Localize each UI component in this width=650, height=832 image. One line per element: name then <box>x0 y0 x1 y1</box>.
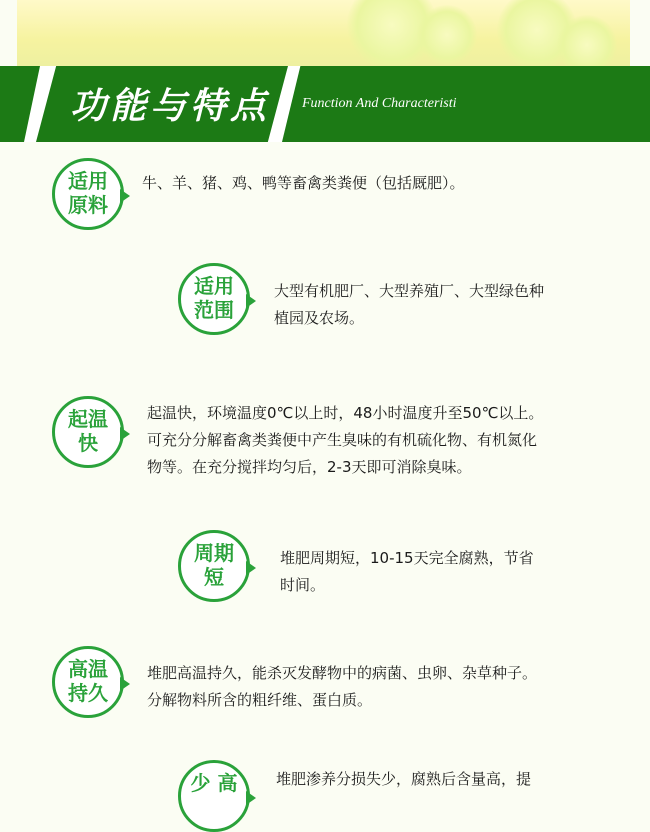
section-title: 功能与特点 <box>70 85 271 127</box>
badge-pointer <box>120 189 130 203</box>
feature-badge: 高温 持久 <box>52 646 124 718</box>
feature-description: 堆肥渗养分损失少，腐熟后含量高，提 <box>276 770 532 788</box>
badge-pointer <box>246 791 256 805</box>
feature-description: 起温快，环境温度0℃以上时，48小时温度升至50℃以上。可充分分解畜禽类粪便中产生臭味的有机硫化物、有机氮化物等。在充分搅拌均匀后，2-3天即可消除臭味。 <box>147 404 544 476</box>
feature-description: 堆肥高温持久，能杀灭发酵物中的病菌、虫卵、杂草种子。分解物料所含的粗纤维、蛋白质。 <box>147 664 538 709</box>
feature-badge: 少 高 <box>178 760 250 832</box>
badge-pointer <box>120 427 130 441</box>
feature-description: 牛、羊、猪、鸡、鸭等畜禽类粪便（包括厩肥）。 <box>142 174 465 192</box>
top-banner-image <box>17 0 630 66</box>
badge-pointer <box>246 294 256 308</box>
feature-description: 大型有机肥厂、大型养殖厂、大型绿色种植园及农场。 <box>274 282 545 327</box>
section-subtitle: Function And Characteristi <box>302 96 457 111</box>
header-accent-left <box>0 66 40 142</box>
section-header <box>0 66 650 142</box>
feature-badge: 周期 短 <box>178 530 250 602</box>
feature-description: 堆肥周期短，10-15天完全腐熟，节省时间。 <box>280 549 534 594</box>
feature-badge: 适用 原料 <box>52 158 124 230</box>
badge-pointer <box>120 677 130 691</box>
feature-badge: 起温 快 <box>52 396 124 468</box>
feature-badge: 适用 范围 <box>178 263 250 335</box>
badge-pointer <box>246 561 256 575</box>
